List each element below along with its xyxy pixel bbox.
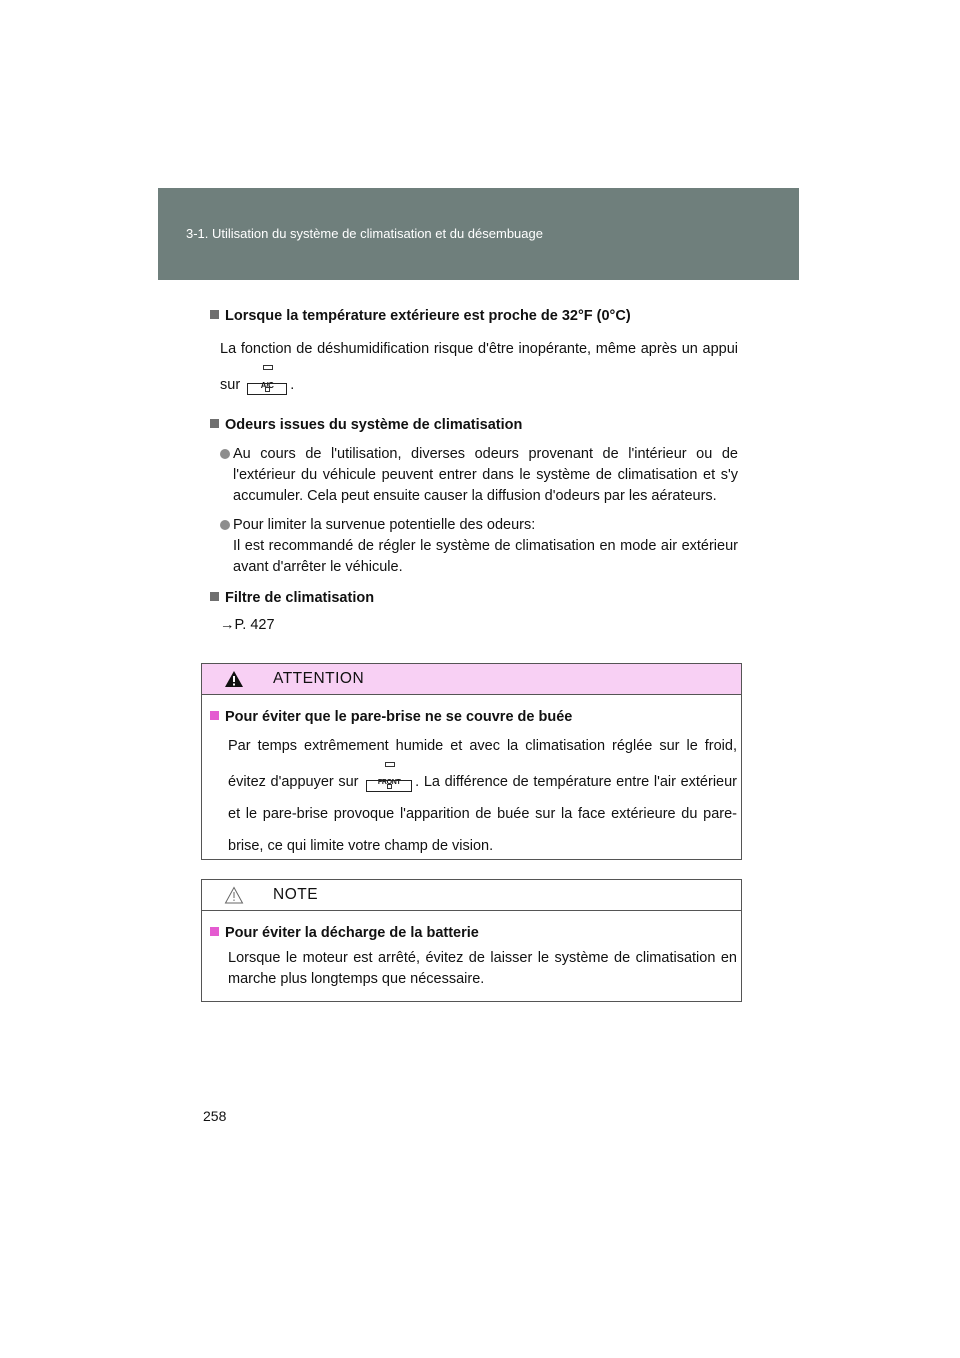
page-reference: →P. 427: [220, 617, 275, 633]
list-item: Au cours de l'utilisation, diverses odeurs provenant de l'intérieur ou de l'extérieur du véhicule peuvent entrer dans le système de climatisation et s'y accumuler. Cela peut ensuite causer la diffusion d'odeurs par les aérateurs.: [220, 444, 738, 507]
note-title: Pour éviter la décharge de la batterie: [210, 923, 737, 944]
warning-icon: [224, 670, 244, 688]
section-title-filter: Filtre de climatisation: [210, 588, 738, 609]
square-bullet-icon: [210, 310, 219, 319]
page-number: 258: [203, 1108, 227, 1124]
section-title-odors: Odeurs issues du système de climatisation: [210, 415, 738, 436]
attention-title: Pour éviter que le pare-brise ne se couvre de buée: [210, 707, 737, 728]
main-content: [210, 306, 738, 651]
front-defroster-button-icon: FRONT: [366, 762, 412, 792]
square-bullet-icon: [210, 927, 219, 936]
round-bullet-icon: [220, 449, 230, 459]
attention-body: [202, 695, 741, 876]
note-box: [201, 879, 742, 1002]
square-bullet-icon: [210, 419, 219, 428]
section-header-title: 3-1. Utilisation du système de climatisation et du désembuage: [186, 226, 543, 241]
attention-text: Par temps extrêmement humide et avec la climatisation réglée sur le froid, évitez d'appuyer sur FRONT . La différence de température entre l'air extérieur et le pare-brise provoque l'apparition de buée sur la face extérieure du pare-brise, ce qui limite votre champ de vision.: [228, 738, 738, 854]
ac-button-icon: A/C: [247, 365, 287, 395]
note-heading: NOTE: [273, 886, 319, 903]
attention-heading: ATTENTION: [273, 670, 365, 687]
paragraph-temperature: La fonction de déshumidification risque d'être inopérante, même après un appui sur A/C .: [220, 341, 738, 393]
attention-header: [202, 664, 741, 695]
caution-outline-icon: [224, 886, 244, 904]
attention-box: [201, 663, 742, 860]
note-body: [202, 911, 741, 1004]
section-header-band: [158, 188, 799, 280]
square-bullet-icon: [210, 711, 219, 720]
note-text: Lorsque le moteur est arrêté, évitez de laisser le système de climatisation en marche plus longtemps que nécessaire.: [228, 950, 737, 987]
section-title-temperature: Lorsque la température extérieure est proche de 32°F (0°C): [210, 306, 738, 327]
list-item: Pour limiter la survenue potentielle des odeurs: Il est recommandé de régler le système de climatisation en mode air extérieur avant d'arrêter le véhicule.: [220, 515, 738, 578]
square-bullet-icon: [210, 592, 219, 601]
note-header: [202, 880, 741, 911]
round-bullet-icon: [220, 520, 230, 530]
